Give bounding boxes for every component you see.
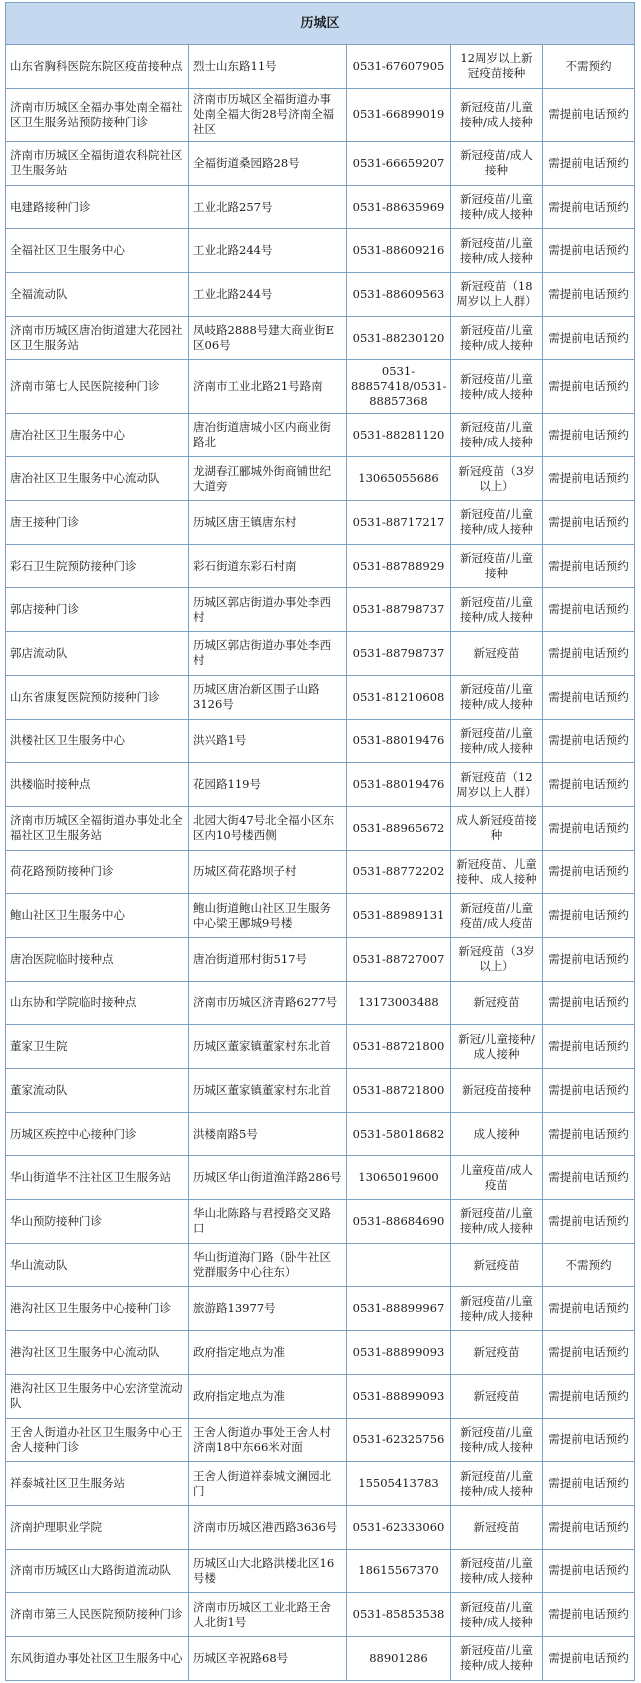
vaccine-type-cell: 新冠疫苗/儿童接种/成人接种 — [451, 88, 543, 141]
site-name-cell: 祥泰城社区卫生服务站 — [6, 1462, 189, 1506]
table-row — [6, 1418, 635, 1462]
table-row — [6, 1636, 635, 1680]
phone-cell: 0531-88798737 — [347, 588, 451, 632]
phone-cell: 0531-88019476 — [347, 719, 451, 763]
phone-cell: 0531-88798737 — [347, 632, 451, 676]
site-name-cell: 华山街道华不注社区卫生服务站 — [6, 1156, 189, 1200]
phone-cell: 0531-88609216 — [347, 229, 451, 273]
table-row — [6, 1374, 635, 1418]
site-name-cell: 王舍人街道办社区卫生服务中心王舍人接种门诊 — [6, 1418, 189, 1462]
table-row — [6, 457, 635, 501]
phone-cell: 0531-58018682 — [347, 1112, 451, 1156]
address-cell: 政府指定地点为准 — [189, 1374, 347, 1418]
booking-requirement-cell: 需提前电话预约 — [543, 1505, 635, 1549]
booking-requirement-cell: 需提前电话预约 — [543, 981, 635, 1025]
phone-cell: 0531-88772202 — [347, 850, 451, 894]
vaccine-type-cell: 新冠疫苗 — [451, 981, 543, 1025]
vaccine-type-cell: 新冠疫苗、儿童接种、成人接种 — [451, 850, 543, 894]
booking-requirement-cell: 需提前电话预约 — [543, 544, 635, 588]
table-row — [6, 544, 635, 588]
site-name-cell: 港沟社区卫生服务中心接种门诊 — [6, 1287, 189, 1331]
address-cell: 济南市历城区济青路6277号 — [189, 981, 347, 1025]
booking-requirement-cell: 需提前电话预约 — [543, 719, 635, 763]
booking-requirement-cell: 需提前电话预约 — [543, 1069, 635, 1113]
table-row — [6, 1200, 635, 1244]
phone-cell: 0531-88609563 — [347, 273, 451, 317]
address-cell: 龙湖春江郦城外街商铺世纪大道旁 — [189, 457, 347, 501]
table-row — [6, 229, 635, 273]
address-cell: 工业北路244号 — [189, 229, 347, 273]
vaccine-type-cell: 新冠疫苗/儿童接种/成人接种 — [451, 1418, 543, 1462]
phone-cell: 0531-88857418/0531-88857368 — [347, 360, 451, 413]
booking-requirement-cell: 需提前电话预约 — [543, 88, 635, 141]
vaccine-type-cell: 新冠疫苗 — [451, 632, 543, 676]
booking-requirement-cell: 需提前电话预约 — [543, 316, 635, 360]
vaccine-type-cell: 新冠疫苗/儿童接种/成人接种 — [451, 501, 543, 545]
booking-requirement-cell: 需提前电话预约 — [543, 141, 635, 185]
site-name-cell: 郭店流动队 — [6, 632, 189, 676]
booking-requirement-cell: 需提前电话预约 — [543, 413, 635, 457]
phone-cell: 15505413783 — [347, 1462, 451, 1506]
site-name-cell: 鲍山社区卫生服务中心 — [6, 894, 189, 938]
phone-cell: 0531-88721800 — [347, 1069, 451, 1113]
site-name-cell: 东风街道办事处社区卫生服务中心 — [6, 1636, 189, 1680]
booking-requirement-cell: 需提前电话预约 — [543, 850, 635, 894]
phone-cell: 0531-62325756 — [347, 1418, 451, 1462]
vaccine-type-cell: 新冠/儿童接种/成人接种 — [451, 1025, 543, 1069]
vaccine-type-cell: 新冠疫苗（18周岁以上人群） — [451, 273, 543, 317]
phone-cell: 0531-88899967 — [347, 1287, 451, 1331]
vaccination-sites-table — [5, 2, 635, 1681]
vaccine-type-cell: 新冠疫苗/儿童接种/成人接种 — [451, 413, 543, 457]
address-cell: 华山北陈路与君授路交叉路口 — [189, 1200, 347, 1244]
site-name-cell: 全福流动队 — [6, 273, 189, 317]
address-cell: 彩石街道东彩石村南 — [189, 544, 347, 588]
table-row — [6, 45, 635, 89]
booking-requirement-cell: 不需预约 — [543, 45, 635, 89]
address-cell: 历城区郭店街道办事处李西村 — [189, 588, 347, 632]
table-row — [6, 588, 635, 632]
site-name-cell: 唐冶社区卫生服务中心流动队 — [6, 457, 189, 501]
phone-cell: 0531-66659207 — [347, 141, 451, 185]
table-row — [6, 937, 635, 981]
phone-cell: 0531-88788929 — [347, 544, 451, 588]
address-cell: 唐冶街道邢村街517号 — [189, 937, 347, 981]
table-row — [6, 273, 635, 317]
site-name-cell: 洪楼社区卫生服务中心 — [6, 719, 189, 763]
address-cell: 鲍山街道鲍山社区卫生服务中心梁王鄌城9号楼 — [189, 894, 347, 938]
vaccine-type-cell: 新冠疫苗 — [451, 1505, 543, 1549]
vaccine-type-cell: 新冠疫苗/儿童接种/成人接种 — [451, 185, 543, 229]
phone-cell: 18615567370 — [347, 1549, 451, 1593]
address-cell: 历城区华山街道渔洋路286号 — [189, 1156, 347, 1200]
booking-requirement-cell: 需提前电话预约 — [543, 360, 635, 413]
address-cell: 历城区山大北路洪楼北区16号楼 — [189, 1549, 347, 1593]
address-cell: 北园大街47号北全福小区东区内10号楼西侧 — [189, 806, 347, 850]
address-cell: 历城区唐王镇唐东村 — [189, 501, 347, 545]
booking-requirement-cell: 需提前电话预约 — [543, 937, 635, 981]
phone-cell: 0531-88899093 — [347, 1331, 451, 1375]
vaccine-type-cell: 新冠疫苗/儿童接种/成人接种 — [451, 316, 543, 360]
table-row — [6, 501, 635, 545]
address-cell: 王舍人街道祥泰城文澜园北门 — [189, 1462, 347, 1506]
address-cell: 全福街道桑园路28号 — [189, 141, 347, 185]
phone-cell: 0531-62333060 — [347, 1505, 451, 1549]
table-row — [6, 1331, 635, 1375]
booking-requirement-cell: 需提前电话预约 — [543, 1287, 635, 1331]
address-cell: 政府指定地点为准 — [189, 1331, 347, 1375]
address-cell: 唐冶街道唐城小区内商业街路北 — [189, 413, 347, 457]
booking-requirement-cell: 不需预约 — [543, 1243, 635, 1287]
table-row — [6, 413, 635, 457]
site-name-cell: 董家流动队 — [6, 1069, 189, 1113]
site-name-cell: 电建路接种门诊 — [6, 185, 189, 229]
booking-requirement-cell: 需提前电话预约 — [543, 763, 635, 807]
table-row — [6, 806, 635, 850]
phone-cell: 0531-88899093 — [347, 1374, 451, 1418]
booking-requirement-cell: 需提前电话预约 — [543, 1025, 635, 1069]
address-cell: 烈士山东路11号 — [189, 45, 347, 89]
vaccine-type-cell: 新冠疫苗（3岁以上） — [451, 937, 543, 981]
site-name-cell: 唐冶社区卫生服务中心 — [6, 413, 189, 457]
booking-requirement-cell: 需提前电话预约 — [543, 273, 635, 317]
phone-cell: 0531-88635969 — [347, 185, 451, 229]
booking-requirement-cell: 需提前电话预约 — [543, 1200, 635, 1244]
booking-requirement-cell: 需提前电话预约 — [543, 588, 635, 632]
booking-requirement-cell: 需提前电话预约 — [543, 1156, 635, 1200]
site-name-cell: 山东省康复医院预防接种门诊 — [6, 675, 189, 719]
vaccine-type-cell: 新冠疫苗/儿童疫苗/成人疫苗 — [451, 894, 543, 938]
site-name-cell: 山东协和学院临时接种点 — [6, 981, 189, 1025]
vaccine-type-cell: 新冠疫苗（12周岁以上人群） — [451, 763, 543, 807]
site-name-cell: 历城区疾控中心接种门诊 — [6, 1112, 189, 1156]
site-name-cell: 唐冶医院临时接种点 — [6, 937, 189, 981]
table-row — [6, 719, 635, 763]
vaccine-type-cell: 新冠疫苗 — [451, 1374, 543, 1418]
site-name-cell: 华山流动队 — [6, 1243, 189, 1287]
vaccine-type-cell: 新冠疫苗/儿童接种/成人接种 — [451, 588, 543, 632]
site-name-cell: 郭店接种门诊 — [6, 588, 189, 632]
phone-cell: 88901286 — [347, 1636, 451, 1680]
table-row — [6, 894, 635, 938]
vaccine-type-cell: 新冠疫苗（3岁以上） — [451, 457, 543, 501]
address-cell: 旅游路13977号 — [189, 1287, 347, 1331]
phone-cell: 0531-88989131 — [347, 894, 451, 938]
booking-requirement-cell: 需提前电话预约 — [543, 1593, 635, 1637]
table-row — [6, 981, 635, 1025]
table-row — [6, 1462, 635, 1506]
address-cell: 工业北路244号 — [189, 273, 347, 317]
table-row — [6, 316, 635, 360]
table-row — [6, 1593, 635, 1637]
booking-requirement-cell: 需提前电话预约 — [543, 1331, 635, 1375]
vaccine-type-cell: 新冠疫苗/儿童接种/成人接种 — [451, 1593, 543, 1637]
phone-cell: 13173003488 — [347, 981, 451, 1025]
table-row — [6, 1549, 635, 1593]
booking-requirement-cell: 需提前电话预约 — [543, 185, 635, 229]
table-row — [6, 763, 635, 807]
address-cell: 工业北路257号 — [189, 185, 347, 229]
phone-cell: 0531-67607905 — [347, 45, 451, 89]
phone-cell: 13065055686 — [347, 457, 451, 501]
booking-requirement-cell: 需提前电话预约 — [543, 1462, 635, 1506]
phone-cell: 0531-81210608 — [347, 675, 451, 719]
table-row — [6, 185, 635, 229]
vaccine-type-cell: 新冠疫苗/儿童接种/成人接种 — [451, 1549, 543, 1593]
address-cell: 凤岐路2888号建大商业街E区06号 — [189, 316, 347, 360]
address-cell: 历城区董家镇董家村东北首 — [189, 1025, 347, 1069]
site-name-cell: 济南市历城区全福街道农科院社区卫生服务站 — [6, 141, 189, 185]
vaccine-type-cell: 新冠疫苗/儿童接种/成人接种 — [451, 1462, 543, 1506]
phone-cell: 0531-88721800 — [347, 1025, 451, 1069]
site-name-cell: 济南市第七人民医院接种门诊 — [6, 360, 189, 413]
address-cell: 历城区荷花路坝子村 — [189, 850, 347, 894]
site-name-cell: 荷花路预防接种门诊 — [6, 850, 189, 894]
address-cell: 华山街道海门路（卧牛社区党群服务中心往东） — [189, 1243, 347, 1287]
site-name-cell: 济南市历城区山大路街道流动队 — [6, 1549, 189, 1593]
phone-cell: 0531-88230120 — [347, 316, 451, 360]
site-name-cell: 山东省胸科医院东院区疫苗接种点 — [6, 45, 189, 89]
address-cell: 洪兴路1号 — [189, 719, 347, 763]
site-name-cell: 彩石卫生院预防接种门诊 — [6, 544, 189, 588]
vaccine-type-cell: 新冠疫苗/成人接种 — [451, 141, 543, 185]
booking-requirement-cell: 需提前电话预约 — [543, 1549, 635, 1593]
vaccine-type-cell: 12周岁以上新冠疫苗接种 — [451, 45, 543, 89]
booking-requirement-cell: 需提前电话预约 — [543, 1636, 635, 1680]
table-row — [6, 1025, 635, 1069]
table-row — [6, 1287, 635, 1331]
phone-cell: 0531-66899019 — [347, 88, 451, 141]
table-row — [6, 850, 635, 894]
site-name-cell: 董家卫生院 — [6, 1025, 189, 1069]
table-row — [6, 1112, 635, 1156]
site-name-cell: 华山预防接种门诊 — [6, 1200, 189, 1244]
address-cell: 济南市历城区港西路3636号 — [189, 1505, 347, 1549]
vaccine-type-cell: 新冠疫苗/儿童接种/成人接种 — [451, 675, 543, 719]
vaccine-type-cell: 新冠疫苗/儿童接种/成人接种 — [451, 1287, 543, 1331]
site-name-cell: 洪楼临时接种点 — [6, 763, 189, 807]
table-row — [6, 1505, 635, 1549]
site-name-cell: 全福社区卫生服务中心 — [6, 229, 189, 273]
address-cell: 济南市历城区全福街道办事处南全福大街28号济南全福社区 — [189, 88, 347, 141]
site-name-cell: 济南护理职业学院 — [6, 1505, 189, 1549]
vaccine-type-cell: 新冠疫苗/儿童接种/成人接种 — [451, 229, 543, 273]
vaccine-type-cell: 新冠疫苗接种 — [451, 1069, 543, 1113]
phone-cell: 0531-88684690 — [347, 1200, 451, 1244]
booking-requirement-cell: 需提前电话预约 — [543, 229, 635, 273]
district-header: 历城区 — [6, 3, 635, 45]
phone-cell: 0531-88717217 — [347, 501, 451, 545]
vaccine-type-cell: 新冠疫苗/儿童接种/成人接种 — [451, 360, 543, 413]
table-row — [6, 1069, 635, 1113]
site-name-cell: 唐王接种门诊 — [6, 501, 189, 545]
address-cell: 济南市工业北路21号路南 — [189, 360, 347, 413]
phone-cell: 0531-88965672 — [347, 806, 451, 850]
vaccine-type-cell: 儿童疫苗/成人疫苗 — [451, 1156, 543, 1200]
vaccine-type-cell: 新冠疫苗/儿童接种/成人接种 — [451, 719, 543, 763]
booking-requirement-cell: 需提前电话预约 — [543, 501, 635, 545]
site-name-cell: 济南市历城区唐冶街道建大花园社区卫生服务站 — [6, 316, 189, 360]
address-cell: 花园路119号 — [189, 763, 347, 807]
vaccine-type-cell: 成人新冠疫苗接种 — [451, 806, 543, 850]
vaccine-type-cell: 新冠疫苗/儿童接种/成人接种 — [451, 1636, 543, 1680]
phone-cell: 0531-88727007 — [347, 937, 451, 981]
site-name-cell: 济南市历城区全福办事处南全福社区卫生服务站预防接种门诊 — [6, 88, 189, 141]
table-row — [6, 360, 635, 413]
booking-requirement-cell: 需提前电话预约 — [543, 1112, 635, 1156]
address-cell: 历城区唐冶新区围子山路3126号 — [189, 675, 347, 719]
booking-requirement-cell: 需提前电话预约 — [543, 1374, 635, 1418]
table-row — [6, 1243, 635, 1287]
booking-requirement-cell: 需提前电话预约 — [543, 806, 635, 850]
phone-cell: 0531-85853538 — [347, 1593, 451, 1637]
table-row — [6, 141, 635, 185]
site-name-cell: 港沟社区卫生服务中心流动队 — [6, 1331, 189, 1375]
site-name-cell: 济南市第三人民医院预防接种门诊 — [6, 1593, 189, 1637]
vaccine-type-cell: 新冠疫苗 — [451, 1331, 543, 1375]
phone-cell: 13065019600 — [347, 1156, 451, 1200]
table-row — [6, 675, 635, 719]
table-row — [6, 88, 635, 141]
table-row — [6, 1156, 635, 1200]
phone-cell: 0531-88281120 — [347, 413, 451, 457]
table-row — [6, 632, 635, 676]
phone-cell — [347, 1243, 451, 1287]
booking-requirement-cell: 需提前电话预约 — [543, 632, 635, 676]
address-cell: 济南市历城区工业北路王舍人北街1号 — [189, 1593, 347, 1637]
vaccine-type-cell: 新冠疫苗/儿童接种/成人接种 — [451, 1200, 543, 1244]
booking-requirement-cell: 需提前电话预约 — [543, 457, 635, 501]
address-cell: 历城区郭店街道办事处李西村 — [189, 632, 347, 676]
phone-cell: 0531-88019476 — [347, 763, 451, 807]
booking-requirement-cell: 需提前电话预约 — [543, 675, 635, 719]
vaccine-type-cell: 新冠疫苗/儿童接种 — [451, 544, 543, 588]
booking-requirement-cell: 需提前电话预约 — [543, 894, 635, 938]
site-name-cell: 济南市历城区全福街道办事处北全福社区卫生服务站 — [6, 806, 189, 850]
address-cell: 历城区董家镇董家村东北首 — [189, 1069, 347, 1113]
address-cell: 王舍人街道办事处王舍人村济南18中东66米对面 — [189, 1418, 347, 1462]
booking-requirement-cell: 需提前电话预约 — [543, 1418, 635, 1462]
vaccine-type-cell: 新冠疫苗 — [451, 1243, 543, 1287]
site-name-cell: 港沟社区卫生服务中心宏济堂流动队 — [6, 1374, 189, 1418]
address-cell: 历城区辛祝路68号 — [189, 1636, 347, 1680]
vaccine-type-cell: 成人接种 — [451, 1112, 543, 1156]
address-cell: 洪楼南路5号 — [189, 1112, 347, 1156]
